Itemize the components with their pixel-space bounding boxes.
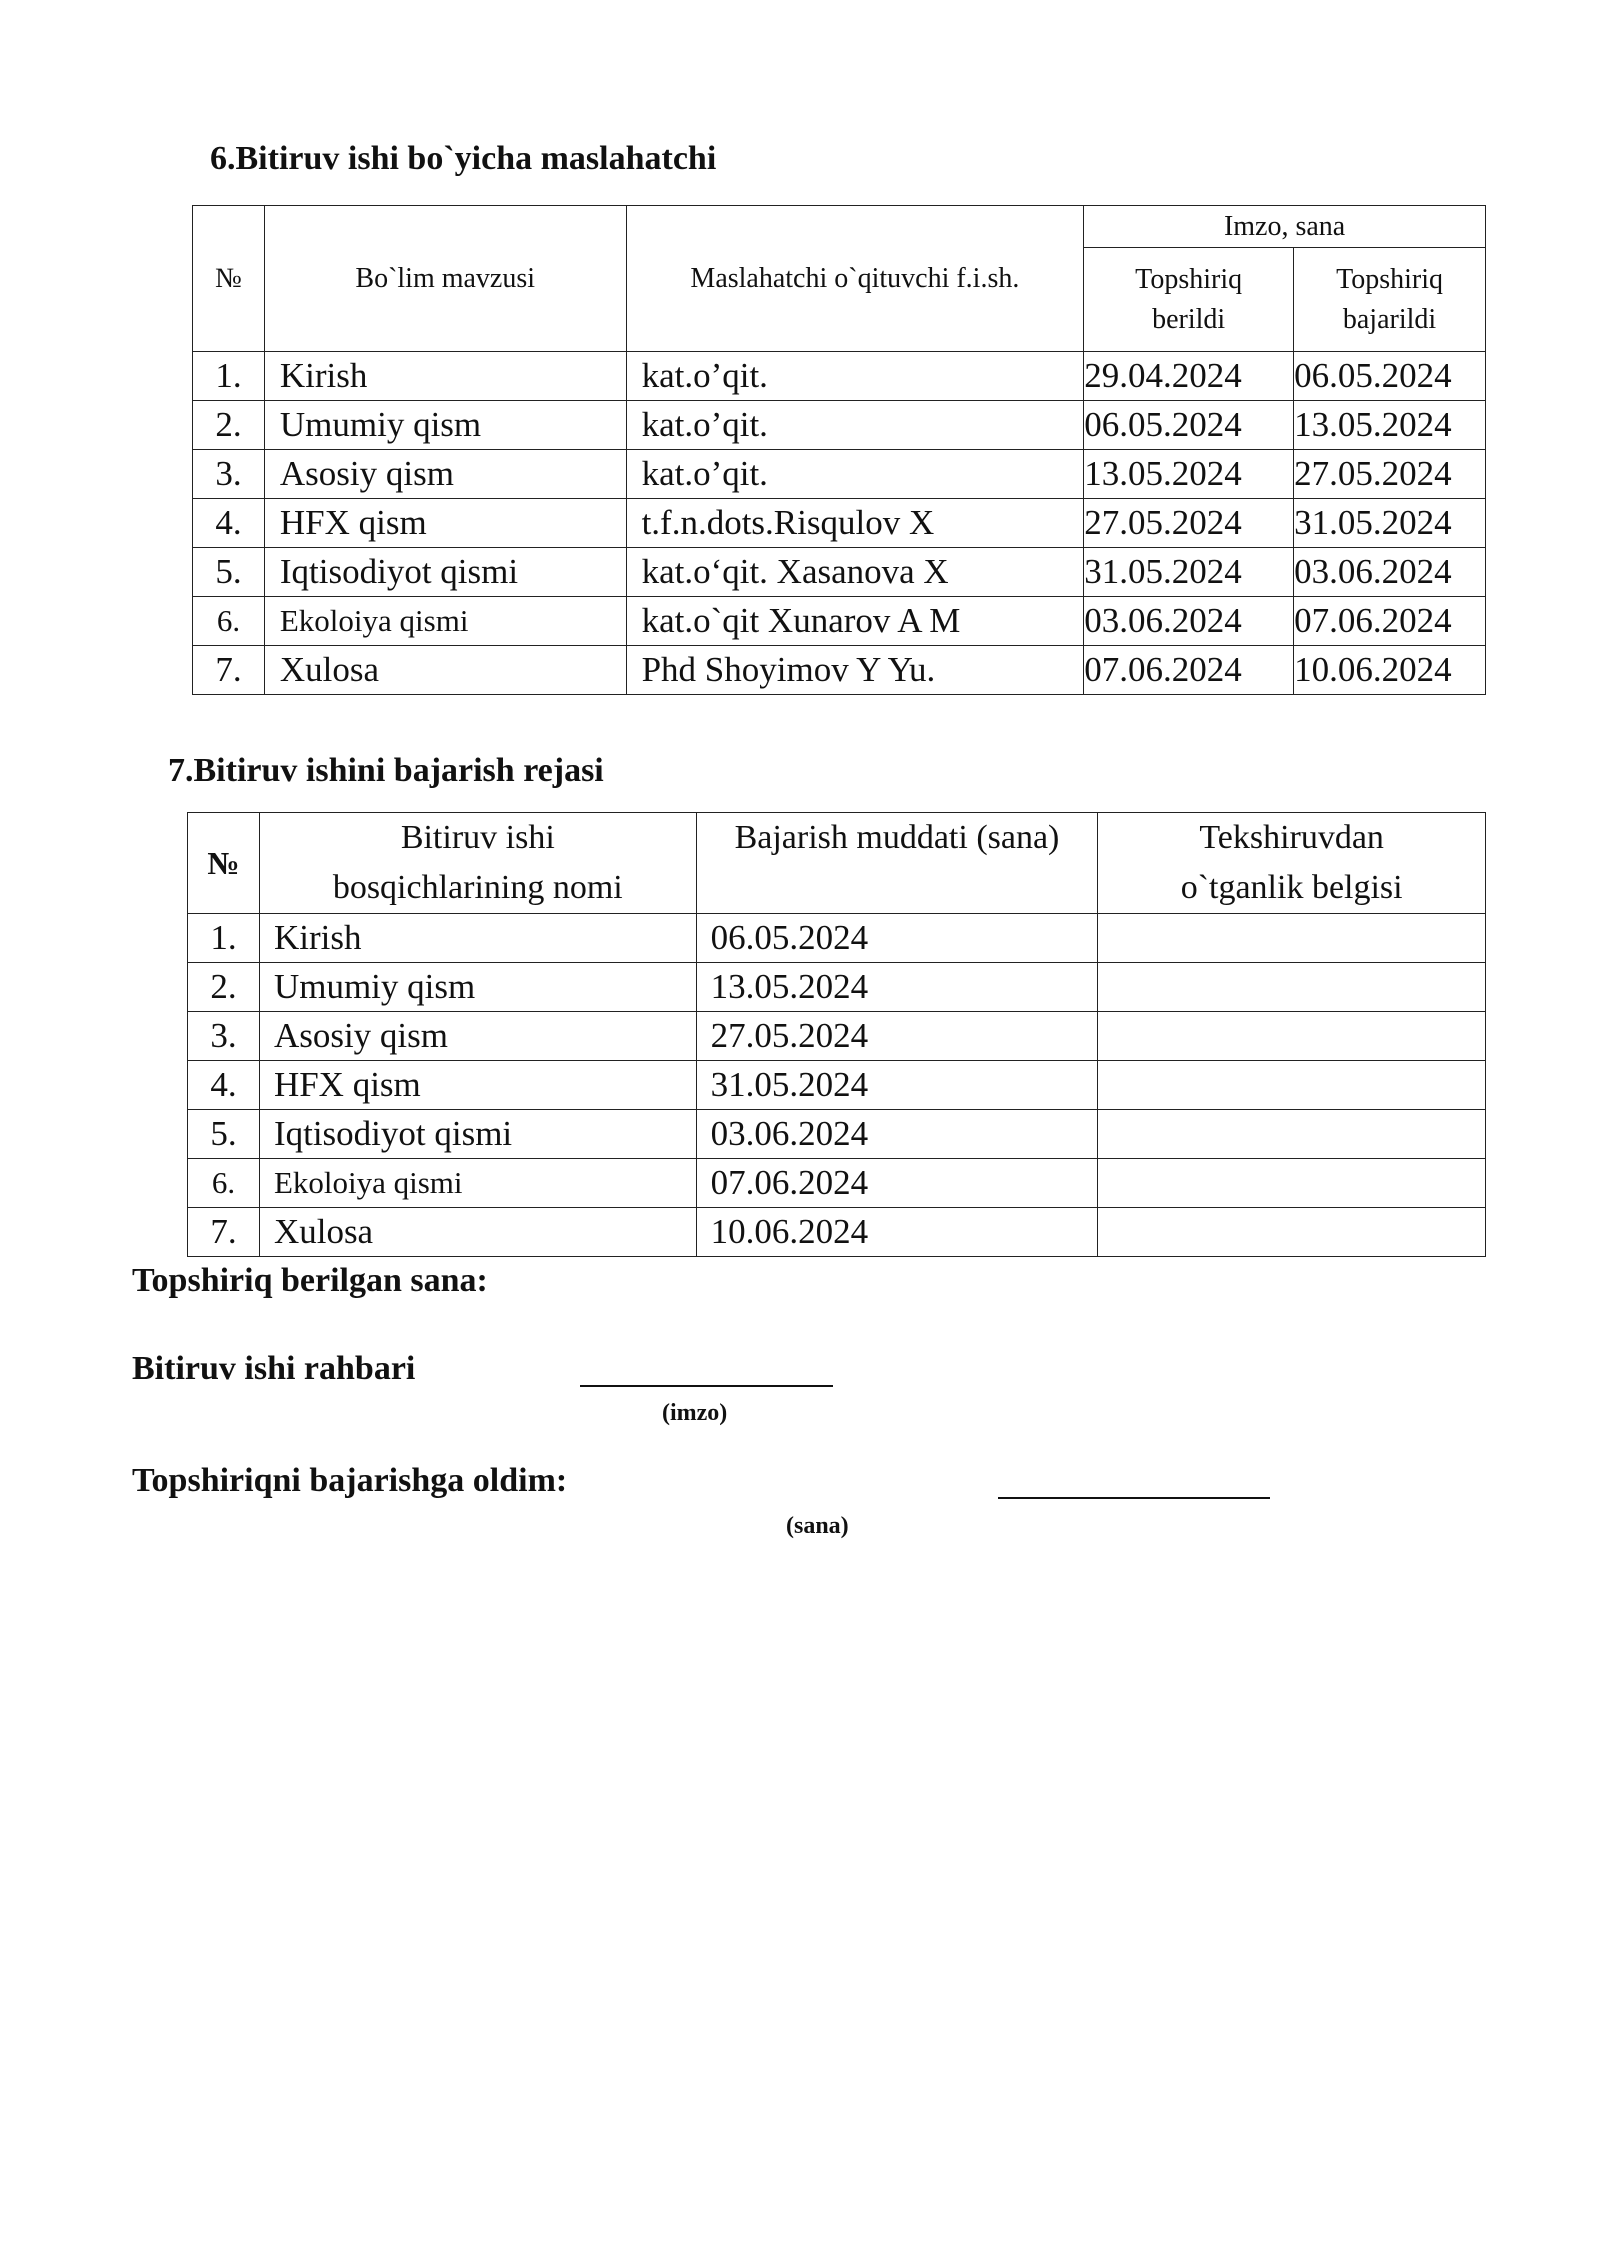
col-topic-header: Bo`lim mavzusi [264,206,626,352]
table-row [193,597,1486,646]
row-deadline: 27.05.2024 [696,1012,1098,1061]
row-stage: Ekoloiya qismi [259,1159,696,1208]
row-check [1098,963,1486,1012]
row-given-date: 03.06.2024 [1084,597,1294,646]
row-given-date: 27.05.2024 [1084,499,1294,548]
row-done-date: 06.05.2024 [1294,352,1486,401]
row-advisor: kat.o’qit. [626,401,1084,450]
col-advisor-header: Maslahatchi o`qituvchi f.i.sh. [626,206,1084,352]
table-row [193,499,1486,548]
row-topic: Iqtisodiyot qismi [264,548,626,597]
row-done-date: 27.05.2024 [1294,450,1486,499]
row-stage: Iqtisodiyot qismi [259,1110,696,1159]
table-row [188,1012,1486,1061]
row-deadline: 13.05.2024 [696,963,1098,1012]
row-done-date: 10.06.2024 [1294,646,1486,695]
row-number: 2. [193,401,265,450]
row-number: 6. [193,597,265,646]
row-topic: HFX qism [264,499,626,548]
row-number: 7. [188,1208,260,1257]
row-number: 1. [193,352,265,401]
row-deadline: 31.05.2024 [696,1061,1098,1110]
row-done-date: 07.06.2024 [1294,597,1486,646]
table-row [193,450,1486,499]
advisors-table [192,205,1486,695]
row-check [1098,1012,1486,1061]
row-check [1098,1110,1486,1159]
row-number: 4. [188,1061,260,1110]
section7-title: 7.Bitiruv ishini bajarish rejasi [168,752,604,789]
row-stage: Umumiy qism [259,963,696,1012]
date-line [998,1497,1270,1499]
row-advisor: Phd Shoyimov Y Yu. [626,646,1084,695]
row-deadline: 06.05.2024 [696,914,1098,963]
row-number: 5. [188,1110,260,1159]
col-check-header: Tekshiruvdan o`tganlik belgisi [1098,813,1486,914]
row-given-date: 06.05.2024 [1084,401,1294,450]
col-number-header: № [188,813,260,914]
row-advisor: kat.o’qit. [626,352,1084,401]
table-row [188,963,1486,1012]
row-done-date: 03.06.2024 [1294,548,1486,597]
signature-caption: (imzo) [662,1400,728,1426]
table-row [188,1061,1486,1110]
row-number: 7. [193,646,265,695]
row-done-date: 31.05.2024 [1294,499,1486,548]
row-advisor: kat.o`qit Xunarov A M [626,597,1084,646]
col-stage-header: Bitiruv ishi bosqichlarining nomi [259,813,696,914]
row-check [1098,1208,1486,1257]
assigned-date-label: Topshiriq berilgan sana: [132,1262,488,1299]
section6-title: 6.Bitiruv ishi bo`yicha maslahatchi [210,140,717,177]
row-advisor: kat.o’qit. [626,450,1084,499]
row-deadline: 10.06.2024 [696,1208,1098,1257]
row-number: 2. [188,963,260,1012]
col-deadline-header: Bajarish muddati (sana) [696,813,1098,914]
row-given-date: 31.05.2024 [1084,548,1294,597]
row-given-date: 07.06.2024 [1084,646,1294,695]
row-done-date: 13.05.2024 [1294,401,1486,450]
row-given-date: 29.04.2024 [1084,352,1294,401]
row-deadline: 03.06.2024 [696,1110,1098,1159]
table-row [188,1159,1486,1208]
row-topic: Asosiy qism [264,450,626,499]
signature-line [580,1385,833,1387]
row-number: 6. [188,1159,260,1208]
table-row [188,914,1486,963]
row-given-date: 13.05.2024 [1084,450,1294,499]
supervisor-label: Bitiruv ishi rahbari [132,1350,416,1387]
col-number-header: № [193,206,265,352]
row-stage: Xulosa [259,1208,696,1257]
row-check [1098,1061,1486,1110]
row-number: 3. [188,1012,260,1061]
table-row [193,401,1486,450]
row-topic: Ekoloiya qismi [264,597,626,646]
work-plan-table [187,812,1486,1257]
table-row [193,646,1486,695]
row-number: 5. [193,548,265,597]
table-row [193,548,1486,597]
row-number: 4. [193,499,265,548]
table-row [188,1208,1486,1257]
date-caption: (sana) [786,1513,849,1539]
row-advisor: kat.o‘qit. Xasanova X [626,548,1084,597]
row-stage: HFX qism [259,1061,696,1110]
row-advisor: t.f.n.dots.Risqulov X [626,499,1084,548]
row-number: 1. [188,914,260,963]
row-stage: Asosiy qism [259,1012,696,1061]
table-row [193,352,1486,401]
row-topic: Kirish [264,352,626,401]
col-done-header: Topshiriq bajarildi [1294,248,1486,352]
row-check [1098,1159,1486,1208]
row-topic: Xulosa [264,646,626,695]
table-row [188,1110,1486,1159]
row-stage: Kirish [259,914,696,963]
row-check [1098,914,1486,963]
received-label: Topshiriqni bajarishga oldim: [132,1462,568,1499]
row-topic: Umumiy qism [264,401,626,450]
col-sign-date-header: Imzo, sana [1084,206,1486,248]
row-deadline: 07.06.2024 [696,1159,1098,1208]
row-number: 3. [193,450,265,499]
col-given-header: Topshiriq berildi [1084,248,1294,352]
